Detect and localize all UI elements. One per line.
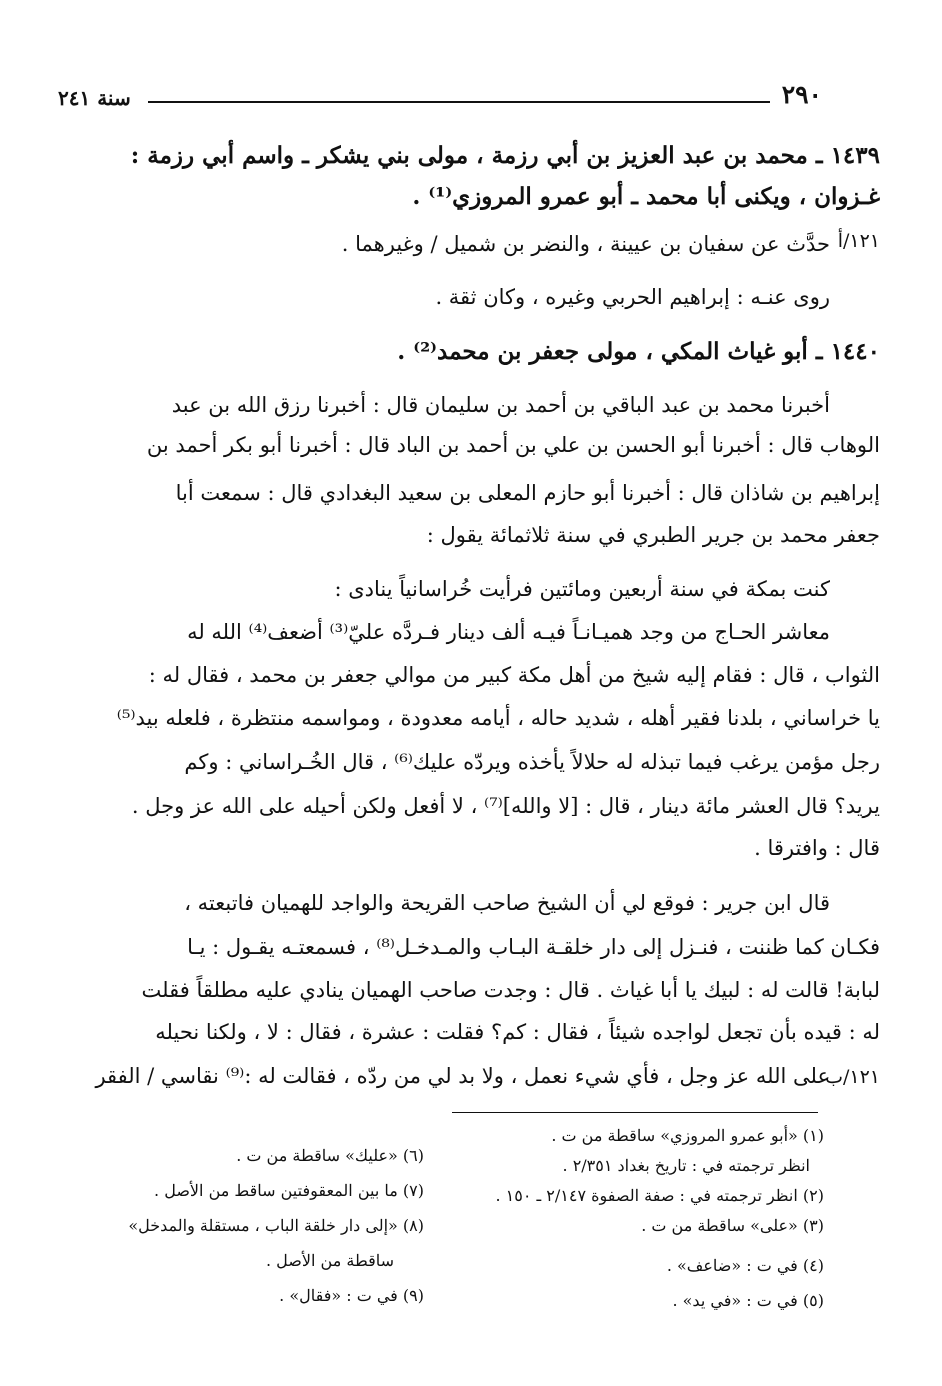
- entry-1440-title: ١٤٤٠ ـ أبو غياث المكي ، مولى جعفر بن محمد⁽²⁾ .: [397, 338, 880, 365]
- para2-line-3: الثواب ، قال : فقام إليه شيخ من أهل مكة كبير من موالي جعفر بن محمد ، فقال له :: [148, 663, 880, 687]
- entry-1439-title-line-1: ١٤٣٩ ـ محمد بن عبد العزيز بن أبي رزمة ، مولى بني يشكر ـ واسم أبي رزمة :: [130, 142, 880, 169]
- para1-line-4: جعفر محمد بن جرير الطبري في سنة ثلاثمائة يقول :: [426, 523, 880, 547]
- para3-line-5: على الله عز وجل ، فأي شيء نعمل ، ولا بد لي من ردّه ، فقالت له :⁽⁹⁾ نقاسي / الفقر: [95, 1064, 830, 1088]
- para2-line-5: رجل مؤمن يرغب فيما تبذله له حلالاً يأخذه ويردّه عليك⁽⁶⁾ ، قال الخُـراساني : وكم: [184, 750, 880, 774]
- footnote-5: (٥) في ت : «في يد» .: [672, 1291, 824, 1310]
- footnote-4: (٤) في ت : «ضاعف» .: [666, 1256, 824, 1275]
- para3-line-2: فكـان كما ظننت ، فنـزل إلى دار خلقـة البـاب والمـدخـل⁽⁸⁾ ، فسمعتـه يقـول : يـا: [187, 935, 880, 959]
- margin-folio-ref: ١٢١/أ: [837, 230, 880, 252]
- header-rule: [148, 101, 770, 103]
- footnote-rule: [452, 1112, 818, 1113]
- entry-1439-line-1: حدَّث عن سفيان بن عيينة ، والنضر بن شميل / وغيرهما .: [341, 232, 830, 256]
- footnote-8: (٨) «إلى دار خلقة الباب ، مستقلة والمدخل»: [128, 1216, 424, 1235]
- para1-line-2: الوهاب قال : أخبرنا أبو الحسن بن علي بن أحمد بن الباد قال : أخبرنا أبو بكر أحمد بن: [146, 433, 880, 457]
- entry-1439-title-line-2: غـزوان ، ويكنى أبا محمد ـ أبو عمرو المروزي⁽¹⁾ .: [412, 183, 880, 210]
- page-number: ٢٩٠: [781, 80, 822, 109]
- para3-line-1: قال ابن جرير : فوقع لي أن الشيخ صاحب القريحة والواجد للهميان فاتبعته ،: [184, 891, 830, 915]
- para2-line-2: معاشر الحـاج من وجد هميـانـاً فيـه ألف دينار فـردَّه عليّ⁽³⁾ أضعف⁽⁴⁾ الله له: [187, 620, 830, 644]
- para2-line-7: قال : وافترقا .: [754, 836, 880, 860]
- footnote-1-cont: انظر ترجمته في : تاريخ بغداد ٢/٣٥١ .: [562, 1156, 810, 1175]
- para3-line-3: لبابة! قالت له : لبيك يا أبا غياث . قال : وجدت صاحب الهميان ينادي عليه مطلقاً فقلت: [141, 978, 880, 1002]
- footnote-7: (٧) ما بين المعقوفتين ساقط من الأصل .: [154, 1181, 424, 1200]
- footnote-6: (٦) «عليك» ساقطة من ت .: [236, 1146, 424, 1165]
- para1-line-3: إبراهيم بن شاذان قال : أخبرنا أبو حازم المعلى بن سعيد البغدادي قال : سمعت أبا: [175, 481, 880, 505]
- footnote-8-cont: ساقطة من الأصل .: [266, 1251, 394, 1270]
- footnote-9: (٩) في ت : «فقال» .: [279, 1286, 424, 1305]
- margin-folio-ref-2: ١٢١/ب: [825, 1066, 880, 1088]
- year-label: سنة ٢٤١: [58, 86, 131, 110]
- entry-1439-line-2: روى عنـه : إبراهيم الحربي وغيره ، وكان ثقة .: [435, 285, 830, 309]
- para2-line-4: يا خراساني ، بلدنا فقير أهله ، شديد حاله ، أيامه معدودة ، ومواسمه منتظرة ، فلعله بيد⁽⁵⁾: [116, 706, 880, 730]
- para2-line-6: يريد؟ قال العشر مائة دينار ، قال : [لا والله]⁽⁷⁾ ، لا أفعل ولكن أحيله على الله عز وجل .: [131, 794, 880, 818]
- footnote-2: (٢) انظر ترجمته في : صفة الصفوة ٢/١٤٧ ـ ١٥٠ .: [495, 1186, 824, 1205]
- footnote-1: (١) «أبو عمرو المروزي» ساقطة من ت .: [551, 1126, 824, 1145]
- footnote-3: (٣) «على» ساقطة من ت .: [641, 1216, 824, 1235]
- para3-line-4: له : قيده بأن تجعل لواجده شيئاً ، فقال : كم؟ فقلت : عشرة ، فقال : لا ، ولكنا نحيله: [155, 1020, 880, 1044]
- para2-line-1: كنت بمكة في سنة أربعين ومائتين فرأيت خُراسانياً ينادى :: [334, 577, 830, 601]
- para1-line-1: أخبرنا محمد بن عبد الباقي بن أحمد بن سليمان قال : أخبرنا رزق الله بن عبد: [171, 393, 830, 417]
